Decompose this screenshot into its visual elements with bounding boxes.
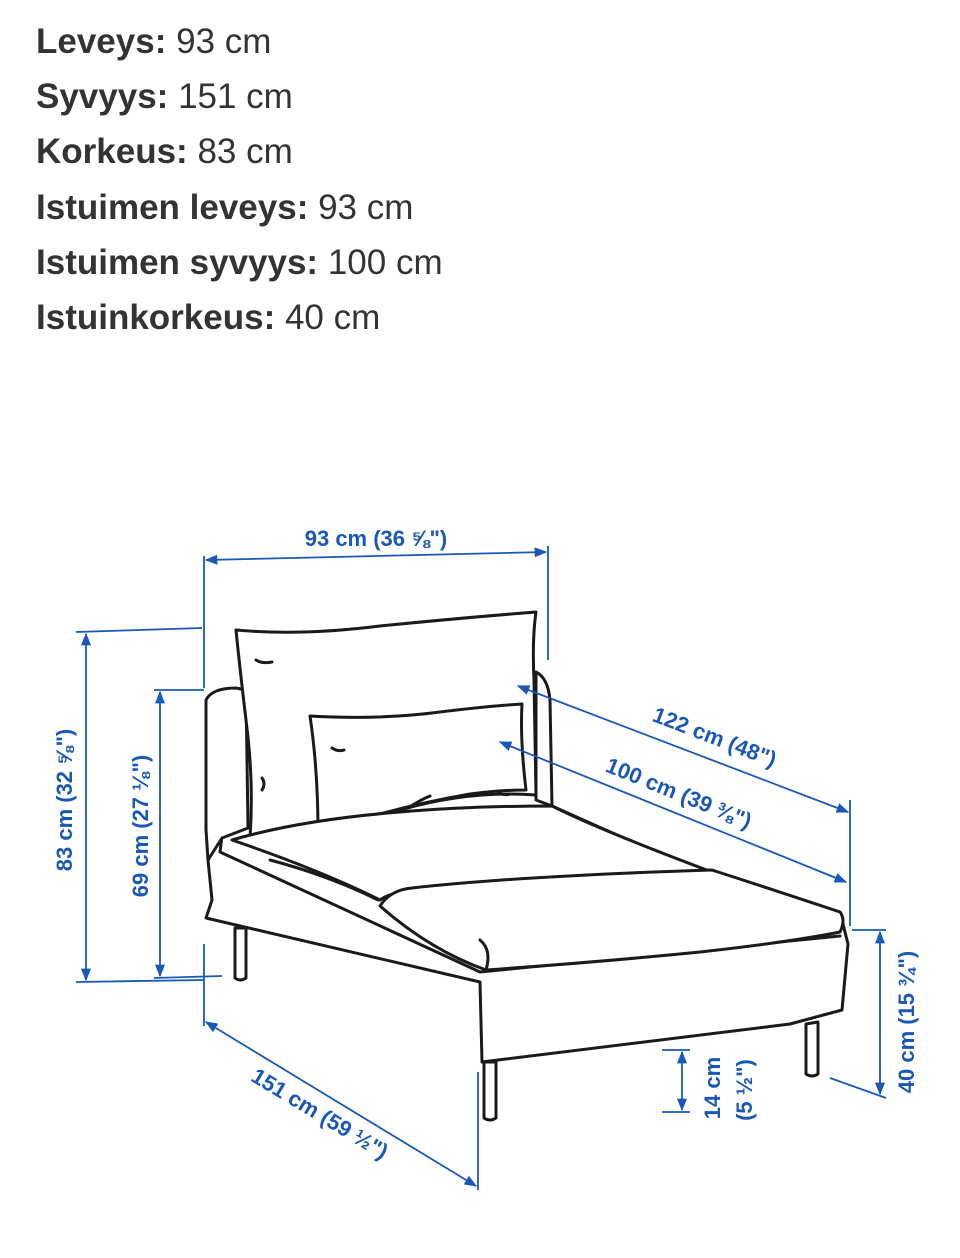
spec-value: 93 cm (318, 187, 414, 227)
width-dimension-line (206, 552, 546, 560)
spec-label: Istuimen leveys: (36, 187, 309, 227)
depth-dimension-line (206, 1022, 476, 1186)
spec-value: 151 cm (178, 77, 293, 117)
product-specs (36, 14, 443, 345)
backrest-right (536, 672, 552, 806)
seat-depth-label: 100 cm (39 ⅜") (602, 752, 756, 834)
spec-label: Korkeus: (36, 132, 188, 172)
spec-seat-width (36, 180, 443, 235)
spec-label: Leveys: (36, 22, 167, 61)
depth-label: 151 cm (59 ½") (247, 1063, 393, 1165)
spec-label: Istuinkorkeus: (36, 298, 276, 338)
spec-width (36, 14, 443, 69)
spec-seat-depth (36, 235, 443, 290)
backrest-height-label: 69 cm (27 ⅛") (128, 754, 153, 898)
leg-height-label-cm: 14 cm (700, 1056, 725, 1120)
spec-height (36, 124, 443, 179)
height-label: 83 cm (32 ⅝") (52, 728, 77, 872)
spec-label: Syvyys: (36, 77, 169, 117)
spec-value: 83 cm (197, 132, 293, 172)
width-label: 93 cm (36 ⅝") (304, 526, 448, 551)
leg-right (806, 1022, 818, 1076)
spec-value: 100 cm (327, 242, 443, 282)
spec-value: 40 cm (284, 298, 381, 338)
leg-back (235, 928, 246, 980)
chaise-longue-illustration (206, 612, 848, 1120)
dimension-diagram (0, 500, 960, 1220)
spec-label: Istuimen syvyys: (36, 242, 319, 282)
leg-front (484, 1062, 496, 1120)
seat-height-label: 40 cm (15 ¾") (894, 950, 919, 1094)
spec-value: 93 cm (176, 22, 272, 61)
length-label: 122 cm (48") (649, 701, 780, 773)
leg-height-label-in: (5 ½") (732, 1059, 757, 1121)
spec-depth (36, 69, 443, 124)
spec-seat-height (36, 290, 443, 345)
